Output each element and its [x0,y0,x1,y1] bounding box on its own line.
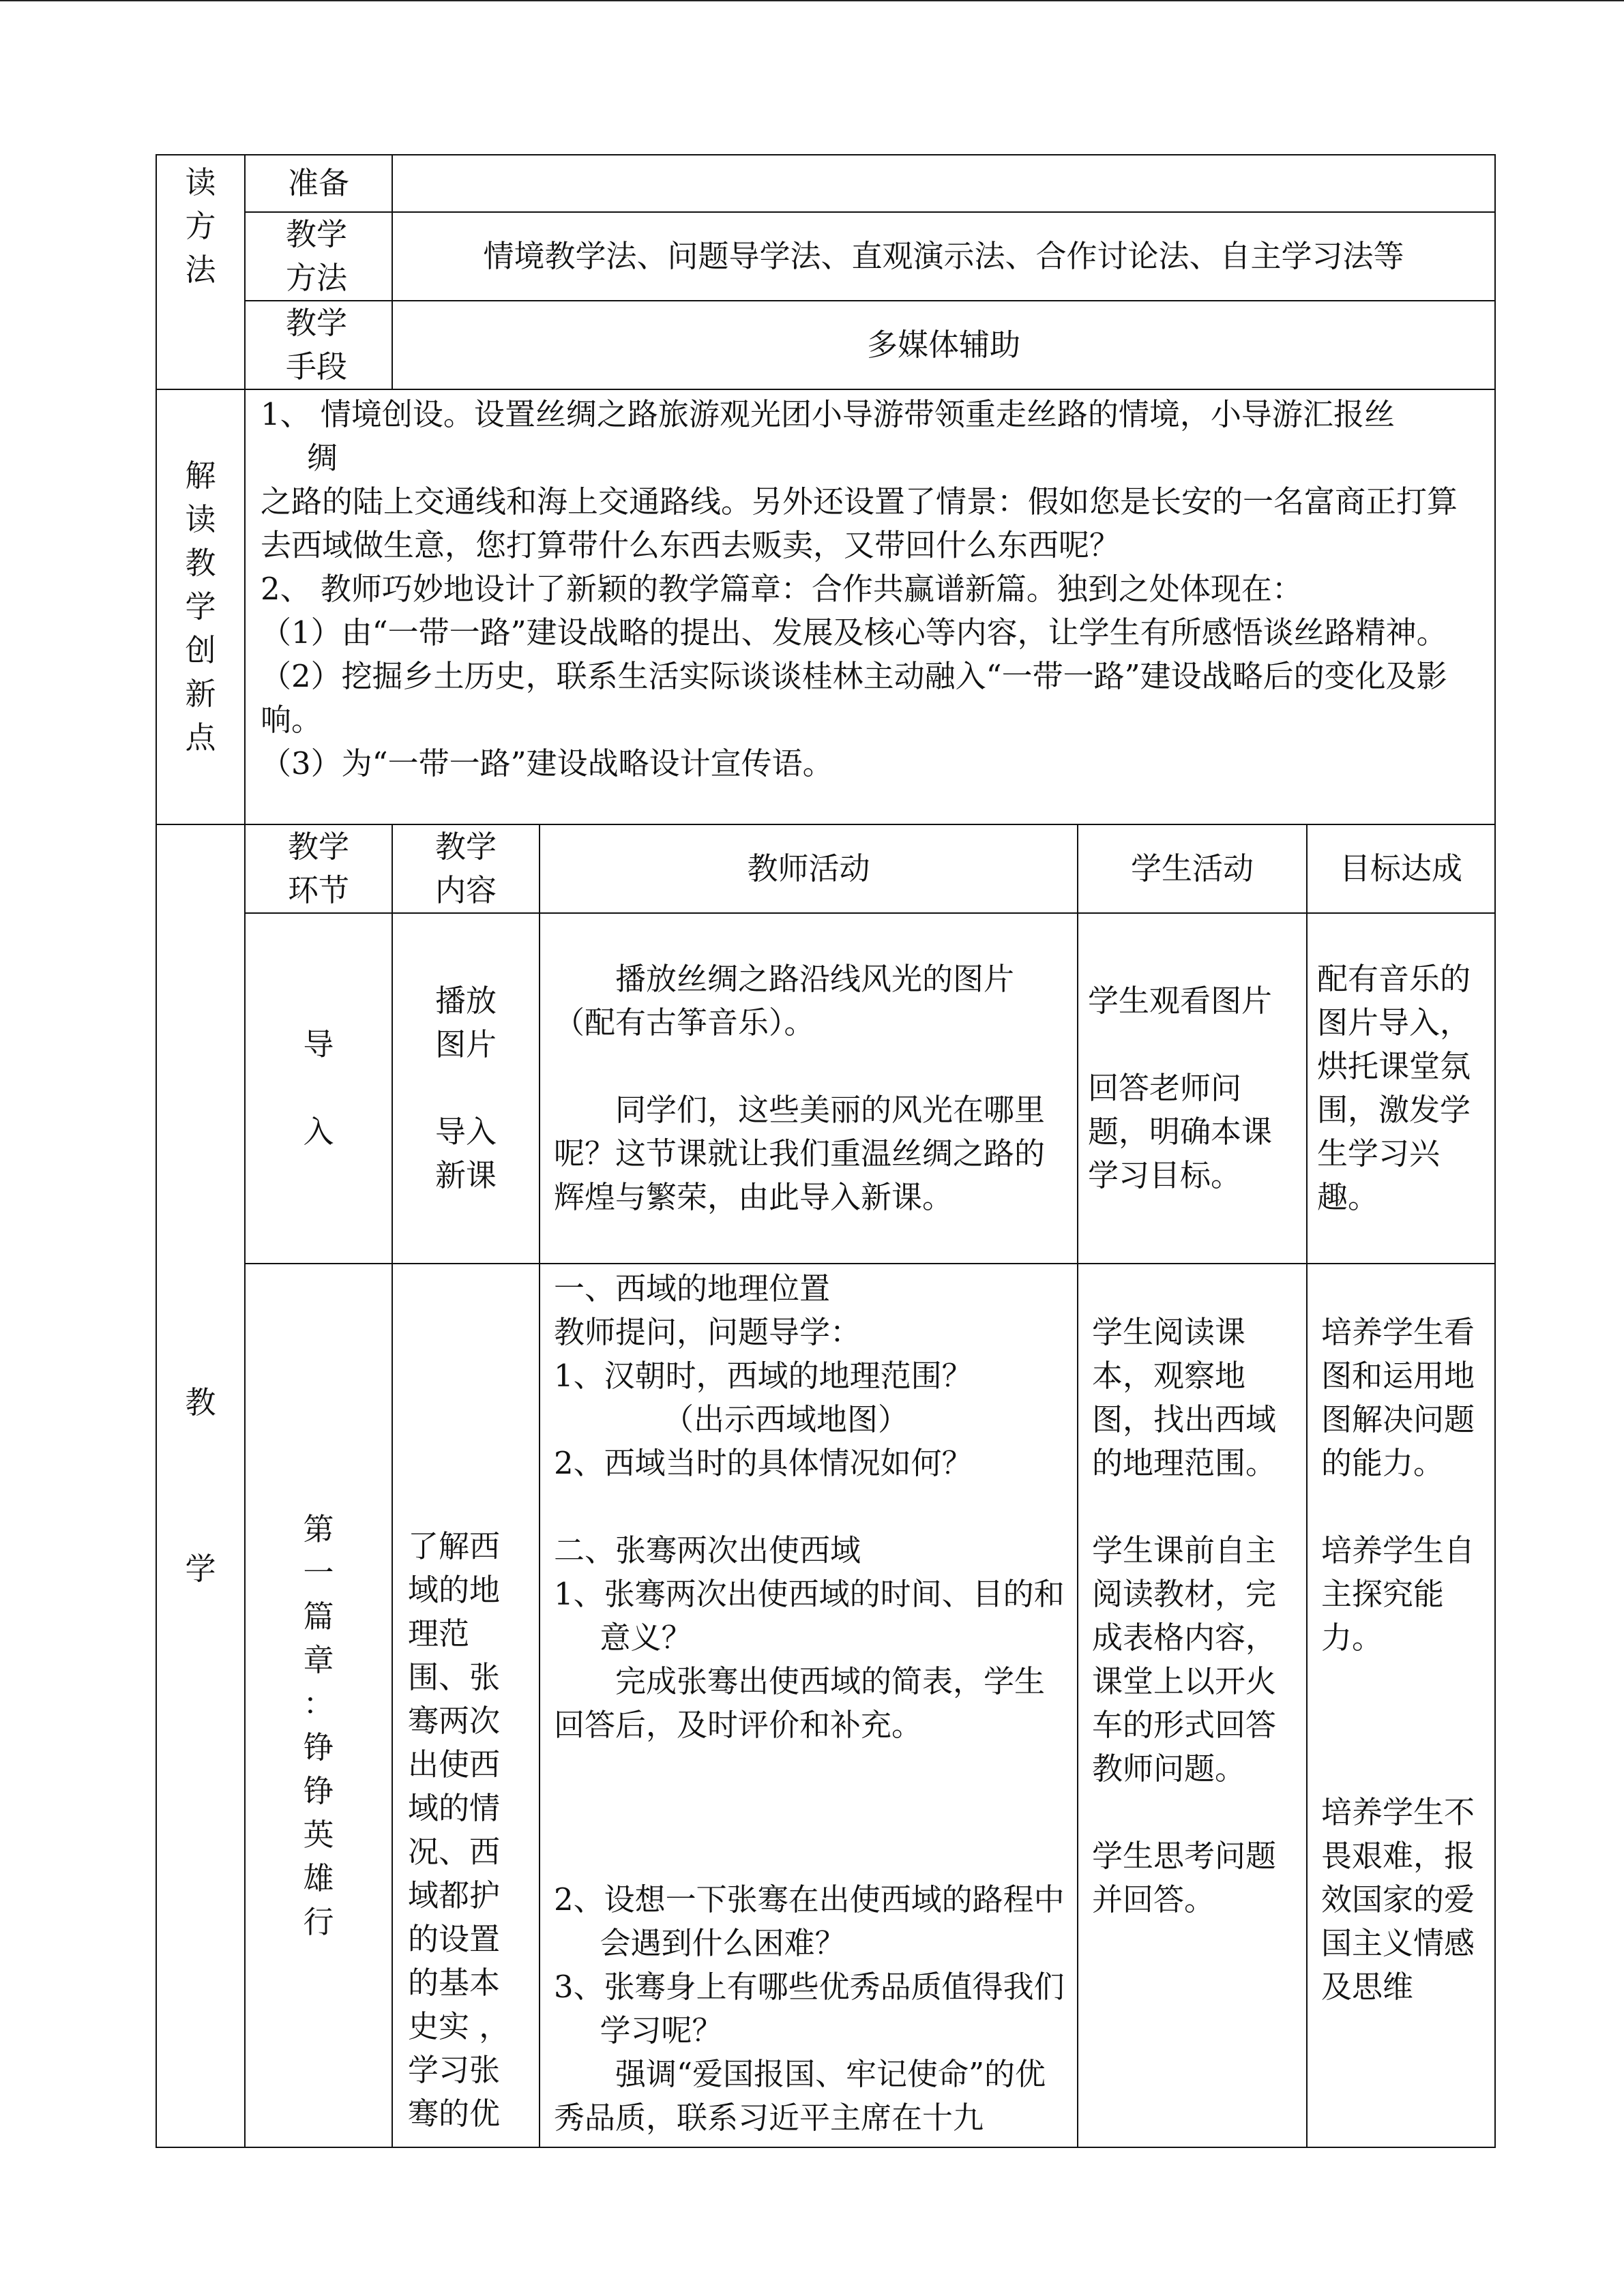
stage-char: 雄 [303,1860,334,1896]
innovation-p1-rest: 之路的陆上交通线和海上交通路线。另外还设置了情景：假如您是长安的一名富商正打算去西域做生意，您打算带什么东西去贩卖，又带回什么东西呢？ [261,483,1458,563]
spacer [1321,1660,1483,1703]
content-line: 图片 [434,1026,497,1062]
prep-label: 准备 [245,155,392,212]
side-label-char: 创 [185,632,216,668]
header-student: 学生活动 [1078,824,1307,913]
intro-student [1078,913,1307,1264]
s2-text: 完成张骞出使西域的简表，学生回答后，及时评价和补充。 [554,1663,1046,1743]
side-label-char: 读 [185,501,216,537]
spacer [554,1485,1066,1529]
s2-q2: 2、设想一下张骞在出使西域的路程中会遇到什么困难？ [554,1881,1065,1961]
prep-value [392,155,1495,212]
header-content [392,824,540,913]
s1-note: （出示西域地图） [663,1401,909,1437]
stage-char: 导 [303,1026,334,1062]
innovation-p1-line1: 1、 情境创设。设置丝绸之路旅游观光团小导游带领重走丝路的情境，小导游汇报丝 [261,396,1395,432]
student-a: 学生阅读课本，观察地图，找出西域的地理范围。 [1092,1314,1277,1481]
stage-char: 篇 [303,1598,334,1635]
student-c: 学生思考问题并回答。 [1092,1838,1277,1918]
intro-student-a: 学生观看图片 [1088,983,1273,1019]
header-content-line: 教学 [434,829,497,865]
side-label-char: 教 [185,545,216,581]
s1-q2: 2、西域当时的具体情况如何？ [554,1445,973,1481]
header-goal: 目标达成 [1307,824,1495,913]
intro-student-b: 回答老师问题，明确本课学习目标。 [1088,1070,1273,1193]
chapter1-teacher [540,1264,1078,2147]
stage-char: 英 [303,1817,334,1853]
side-label-char: 学 [185,588,216,625]
side-label-char: 教 [185,1384,216,1420]
side-label-char: 法 [185,252,216,288]
stage-char: 铮 [303,1729,334,1765]
side-label-char: 读 [185,164,216,200]
means-label [245,301,392,389]
spacer [1321,1747,1483,1791]
innovation-p5: （3）为“一带一路”建设战略设计宣传语。 [261,745,833,781]
stage-char: 铮 [303,1773,334,1809]
chapter1-stage [245,1264,392,2147]
innovation-p4: （2）挖掘乡土历史，联系生活实际谈谈桂林主动融入“一带一路”建设战略后的变化及影响。 [261,658,1447,738]
intro-goal: 配有音乐的图片导入，烘托课堂氛围，激发学生学习兴趣。 [1307,913,1495,1264]
side-label-char: 解 [185,458,216,494]
page-top-rule [0,0,1624,1]
intro-teacher-b: 同学们，这些美丽的风光在哪里呢？这节课就让我们重温丝绸之路的辉煌与繁荣，由此导入新课。 [554,1092,1046,1215]
header-stage-line: 教学 [287,829,349,865]
innovation-content [245,389,1495,824]
innovation-p2: 2、 教师巧妙地设计了新颖的教学篇章：合作共赢谱新篇。独到之处体现在： [261,571,1303,607]
goal-c: 培养学生不畏艰难，报效国家的爱国主义情感及思维 [1321,1794,1475,2005]
side-label-char: 方 [185,208,216,244]
s2-q1: 1、张骞两次出使西域的时间、目的和意义？ [554,1576,1065,1656]
lesson-plan-page [156,154,1494,2136]
stage-char: 第 [303,1511,334,1547]
stage-char: 一 [303,1555,334,1591]
means-label-text: 教学手段 [286,305,348,385]
s2-title: 二、张骞两次出使西域 [554,1532,861,1568]
s1-title: 一、西域的地理位置 [554,1270,831,1307]
stage-char: 章 [303,1642,334,1678]
header-stage [245,824,392,913]
s2-q3: 3、张骞身上有哪些优秀品质值得我们学习呢？ [554,1969,1065,2048]
spacer [554,1791,1066,1834]
intro-content [392,913,540,1264]
stage-char: ： [303,1686,334,1722]
goal-b: 培养学生自主探究能力。 [1321,1532,1475,1656]
chapter1-student [1078,1264,1307,2147]
stage-char: 入 [303,1114,334,1150]
spacer [554,1045,1063,1088]
spacer [1321,1485,1483,1529]
header-teacher: 教师活动 [540,824,1078,913]
chapter1-content: 了解西域的地理范围、张骞两次出使西域的情况、西域都护的设置的基本史实 ，学习张骞的优 [392,1264,540,2147]
s1-q1: 1、汉朝时，西域的地理范围？ [554,1358,973,1394]
content-line: 导入 [434,1114,497,1150]
header-content-line: 内容 [434,872,497,908]
means-value: 多媒体辅助 [392,301,1495,389]
side-label-char: 新 [185,676,216,712]
stage-char: 行 [303,1904,334,1940]
intro-teacher-a: 播放丝绸之路沿线风光的图片（配有古筝音乐）。 [554,961,1015,1041]
spacer [1092,1485,1295,1529]
spacer [1088,1023,1297,1067]
content-line: 新课 [434,1157,497,1193]
method-label-text: 教学方法 [286,216,348,296]
s1-lead: 教师提问，问题导学： [554,1314,861,1350]
spacer [393,1067,539,1110]
innovation-p3: （1）由“一带一路”建设战略的提出、发展及核心等内容，让学生有所感悟谈丝路精神。 [261,614,1447,651]
teaching-side-label [156,824,245,2147]
lesson-plan-table [156,154,1496,2148]
s2-text2: 强调“爱国报国、牢记使命”的优秀品质，联系习近平主席在十九 [554,2056,1046,2136]
intro-teacher [540,913,1078,1264]
goal-a: 培养学生看图和运用地图解决问题的能力。 [1321,1314,1475,1481]
spacer [554,1834,1066,1878]
methods-side-label [156,155,245,389]
spacer [554,1747,1066,1791]
header-stage-line: 环节 [287,872,349,908]
side-label-char: 点 [185,719,216,756]
side-label-char: 学 [185,1551,216,1587]
chapter1-goal [1307,1264,1495,2147]
method-label [245,212,392,301]
student-b: 学生课前自主阅读教材，完成表格内容，课堂上以开火车的形式回答教师问题。 [1092,1532,1277,1787]
spacer [1092,1791,1295,1834]
intro-stage [245,913,392,1264]
innovation-p1-line2: 绸 [307,440,338,476]
innovation-side-label [156,389,245,824]
content-line: 播放 [434,983,497,1019]
method-value: 情境教学法、问题导学法、直观演示法、合作讨论法、自主学习法等 [392,212,1495,301]
spacer [1321,1703,1483,1747]
